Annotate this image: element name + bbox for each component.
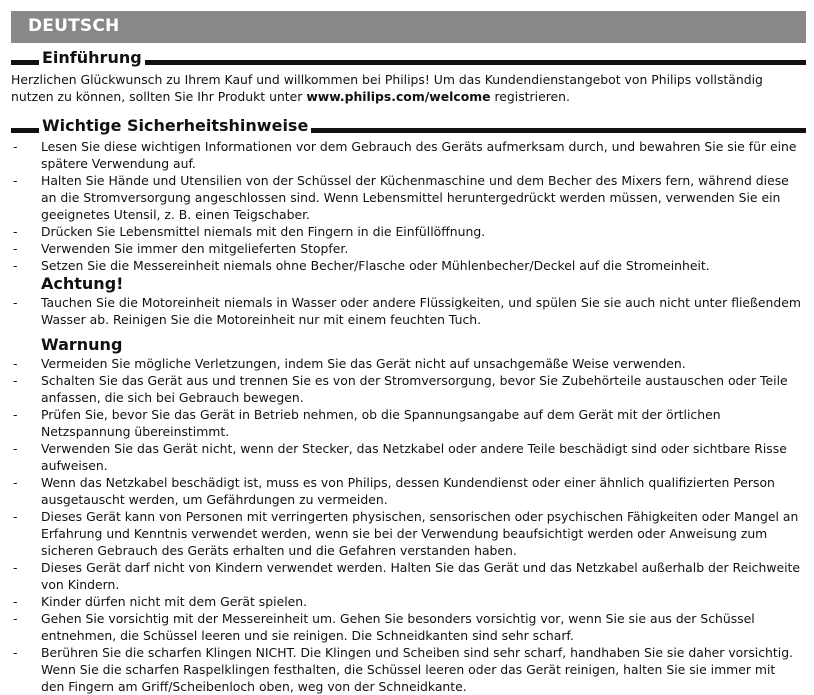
list-dash: - [13, 509, 18, 524]
list-item-text: Lesen Sie diese wichtigen Informationen vor dem Gebrauch des Geräts aufmerksam durch, und bewahren Sie sie für eine spätere Verwendung auf. [41, 139, 797, 171]
list-item-text: Vermeiden Sie mögliche Verletzungen, indem Sie das Gerät nicht auf unsachgemäße Weise verwenden. [41, 356, 686, 371]
list-dash: - [13, 224, 18, 239]
list-item-text: Halten Sie Hände und Utensilien von der Schüssel der Küchenmaschine und dem Becher des Mixers fern, während diese an die Stromversorgung angeschlossen sind. Wenn Lebensmittel heruntergedrückt werden müssen, verwenden Sie ein geeignetes Utensil, z. B. einen Teigschaber. [41, 173, 789, 222]
list-item [11, 440, 801, 474]
intro-heading-bar [11, 48, 806, 70]
list-dash: - [13, 258, 18, 273]
list-item [11, 593, 801, 610]
list-item [11, 474, 801, 508]
list-dash: - [13, 594, 18, 609]
list-dash: - [13, 356, 18, 371]
list-item-text: Gehen Sie vorsichtig mit der Messereinheit um. Gehen Sie besonders vorsichtig vor, wenn Sie sie aus der Schüssel entnehmen, die Schüssel leeren und sie reinigen. Die Schneidkanten sind sehr scharf. [41, 611, 755, 643]
list-item [11, 223, 801, 240]
list-dash: - [13, 560, 18, 575]
list-dash: - [13, 295, 18, 310]
list-item [11, 406, 801, 440]
list-item-text: Verwenden Sie immer den mitgelieferten Stopfer. [41, 241, 349, 256]
list-item [11, 644, 801, 695]
intro-heading: Einführung [42, 48, 145, 67]
achtung-list [11, 294, 801, 328]
list-item [11, 508, 801, 559]
list-item [11, 257, 801, 274]
list-item [11, 372, 801, 406]
language-title: DEUTSCH [28, 16, 120, 36]
list-item-text: Berühren Sie die scharfen Klingen NICHT. Die Klingen und Scheiben sind sehr scharf, handhaben Sie sie daher vorsichtig. Wenn Sie die scharfen Raspelklingen festhalten, die Schüssel leeren oder das Gerät reinigen, halten Sie sie immer mit den Fingern am Griff/Scheibenloch oben, weg von der Schneidkante. [41, 645, 793, 694]
list-item [11, 355, 801, 372]
list-item-text: Prüfen Sie, bevor Sie das Gerät in Betrieb nehmen, ob die Spannungsangabe auf dem Gerät mit der örtlichen Netzspannung übereinstimmt. [41, 407, 721, 439]
achtung-heading: Achtung! [41, 274, 124, 293]
heading-rule-right [296, 128, 806, 133]
list-dash: - [13, 475, 18, 490]
list-item-text: Dieses Gerät darf nicht von Kindern verwendet werden. Halten Sie das Gerät und das Netzkabel außerhalb der Reichweite von Kindern. [41, 560, 800, 592]
list-item-text: Drücken Sie Lebensmittel niemals mit den Fingern in die Einfüllöffnung. [41, 224, 486, 239]
safety-heading-bar [11, 116, 806, 138]
list-dash: - [13, 139, 18, 154]
list-dash: - [13, 373, 18, 388]
intro-text-end: registrieren. [490, 89, 570, 104]
heading-rule-left [11, 128, 39, 133]
list-dash: - [13, 173, 18, 188]
list-item-text: Schalten Sie das Gerät aus und trennen Sie es von der Stromversorgung, bevor Sie Zubehörteile austauschen oder Teile anfassen, die sich bei Gebrauch bewegen. [41, 373, 788, 405]
list-item [11, 138, 801, 172]
list-item [11, 610, 801, 644]
list-item [11, 240, 801, 257]
list-item-text: Wenn das Netzkabel beschädigt ist, muss es von Philips, dessen Kundendienst oder einer ähnlich qualifizierten Person ausgetauscht werden, um Gefährdungen zu vermeiden. [41, 475, 775, 507]
list-item [11, 559, 801, 593]
list-dash: - [13, 645, 18, 660]
list-item-text: Kinder dürfen nicht mit dem Gerät spielen. [41, 594, 308, 609]
safety-list [11, 138, 801, 274]
language-banner [11, 11, 806, 43]
intro-text: Herzlichen Glückwunsch zu Ihrem Kauf und willkommen bei Philips! Um das Kundendienstangebot von Philips vollständig nutzen zu können, sollten Sie Ihr Produkt unter [11, 72, 763, 104]
heading-rule-left [11, 60, 39, 65]
list-item [11, 294, 801, 328]
list-item-text: Dieses Gerät kann von Personen mit verringerten physischen, sensorischen oder psychischen Fähigkeiten oder Mangel an Erfahrung und Kenntnis verwendet werden, wenn sie bei der Verwendung beaufsichtigt werden oder Anweisung zum sicheren Gebrauch des Geräts erhalten und die Gefahren verstanden haben. [41, 509, 799, 558]
list-dash: - [13, 241, 18, 256]
list-dash: - [13, 407, 18, 422]
warnung-list [11, 355, 801, 695]
heading-rule-right [145, 60, 806, 65]
list-item-text: Setzen Sie die Messereinheit niemals ohne Becher/Flasche oder Mühlenbecher/Deckel auf die Stromeinheit. [41, 258, 710, 273]
list-item-text: Verwenden Sie das Gerät nicht, wenn der Stecker, das Netzkabel oder andere Teile beschädigt sind oder sichtbare Risse aufweisen. [41, 441, 787, 473]
list-item [11, 172, 801, 223]
list-item-text: Tauchen Sie die Motoreinheit niemals in Wasser oder andere Flüssigkeiten, und spülen Sie sie auch nicht unter fließendem Wasser ab. Reinigen Sie die Motoreinheit nur mit einem feuchten Tuch. [41, 295, 801, 327]
intro-paragraph [11, 71, 801, 105]
list-dash: - [13, 441, 18, 456]
warnung-heading: Warnung [41, 335, 123, 354]
safety-heading: Wichtige Sicherheitshinweise [42, 116, 311, 135]
intro-url: www.philips.com/welcome [306, 89, 491, 104]
list-dash: - [13, 611, 18, 626]
